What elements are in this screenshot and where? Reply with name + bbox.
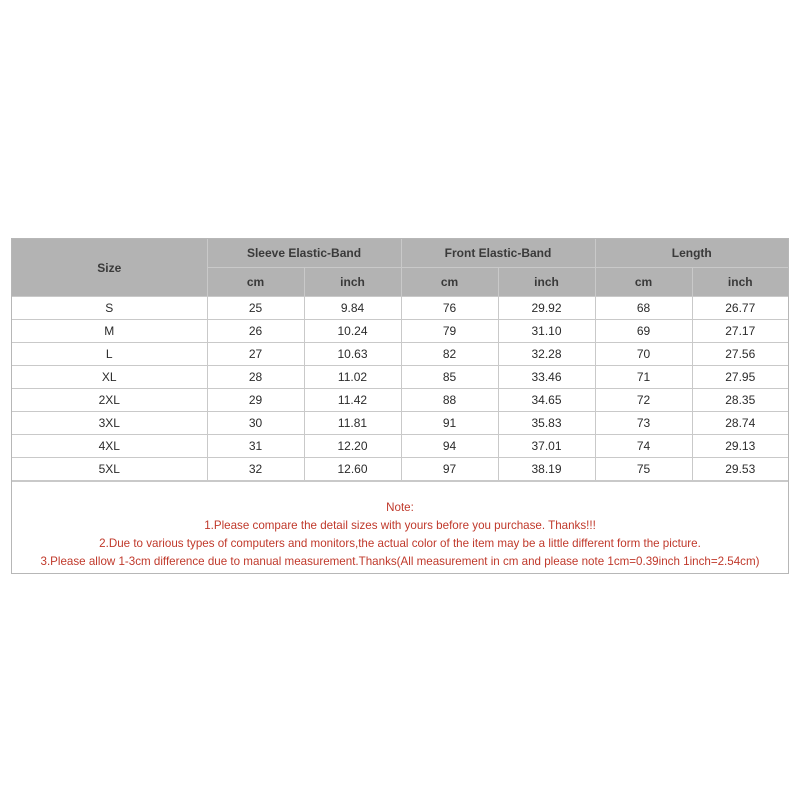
note-line-3: 3.Please allow 1-3cm difference due to manual measurement.Thanks(All measurement in cm and please note 1cm=0.39inch 1inch=2.54cm) xyxy=(40,555,760,568)
sleeve-cm-cell: 26 xyxy=(207,320,304,343)
size-table xyxy=(12,239,788,481)
length-group-header: Length xyxy=(595,239,788,268)
length-inch-cell: 28.35 xyxy=(692,389,788,412)
length-inch-cell: 27.95 xyxy=(692,366,788,389)
sleeve-group-header: Sleeve Elastic-Band xyxy=(207,239,401,268)
sleeve-inch-cell: 10.63 xyxy=(304,343,401,366)
notes-section xyxy=(12,481,788,573)
table-row xyxy=(12,343,788,366)
sleeve-cm-cell: 31 xyxy=(207,435,304,458)
length-inch-header: inch xyxy=(692,268,788,297)
size-column-header: Size xyxy=(12,239,207,297)
size-cell: L xyxy=(12,343,207,366)
front-inch-cell: 34.65 xyxy=(498,389,595,412)
front-cm-cell: 82 xyxy=(401,343,498,366)
sleeve-inch-cell: 11.02 xyxy=(304,366,401,389)
sleeve-cm-cell: 29 xyxy=(207,389,304,412)
size-chart xyxy=(11,238,789,574)
sleeve-inch-cell: 12.20 xyxy=(304,435,401,458)
note-title: Note: xyxy=(386,501,414,514)
front-cm-cell: 88 xyxy=(401,389,498,412)
front-cm-cell: 97 xyxy=(401,458,498,481)
sleeve-inch-cell: 10.24 xyxy=(304,320,401,343)
sleeve-inch-cell: 9.84 xyxy=(304,297,401,320)
table-row xyxy=(12,435,788,458)
front-inch-cell: 38.19 xyxy=(498,458,595,481)
length-inch-cell: 29.53 xyxy=(692,458,788,481)
front-inch-cell: 29.92 xyxy=(498,297,595,320)
table-body xyxy=(12,297,788,481)
note-line-2: 2.Due to various types of computers and monitors,the actual color of the item may be a little different form the picture. xyxy=(99,537,701,550)
sleeve-cm-header: cm xyxy=(207,268,304,297)
note-line-1: 1.Please compare the detail sizes with yours before you purchase. Thanks!!! xyxy=(204,519,596,532)
table-row xyxy=(12,297,788,320)
sleeve-cm-cell: 28 xyxy=(207,366,304,389)
length-cm-cell: 68 xyxy=(595,297,692,320)
length-cm-cell: 72 xyxy=(595,389,692,412)
length-inch-cell: 29.13 xyxy=(692,435,788,458)
length-inch-cell: 27.17 xyxy=(692,320,788,343)
front-cm-cell: 79 xyxy=(401,320,498,343)
length-cm-cell: 70 xyxy=(595,343,692,366)
sleeve-inch-header: inch xyxy=(304,268,401,297)
front-cm-cell: 91 xyxy=(401,412,498,435)
table-row xyxy=(12,320,788,343)
front-cm-cell: 94 xyxy=(401,435,498,458)
front-inch-cell: 33.46 xyxy=(498,366,595,389)
table-row xyxy=(12,366,788,389)
length-inch-cell: 28.74 xyxy=(692,412,788,435)
length-cm-header: cm xyxy=(595,268,692,297)
length-inch-cell: 27.56 xyxy=(692,343,788,366)
sleeve-cm-cell: 30 xyxy=(207,412,304,435)
front-cm-cell: 76 xyxy=(401,297,498,320)
size-cell: 5XL xyxy=(12,458,207,481)
sleeve-cm-cell: 32 xyxy=(207,458,304,481)
size-cell: S xyxy=(12,297,207,320)
size-cell: 4XL xyxy=(12,435,207,458)
size-cell: 3XL xyxy=(12,412,207,435)
size-cell: XL xyxy=(12,366,207,389)
front-inch-cell: 37.01 xyxy=(498,435,595,458)
sleeve-cm-cell: 27 xyxy=(207,343,304,366)
front-inch-cell: 31.10 xyxy=(498,320,595,343)
front-cm-header: cm xyxy=(401,268,498,297)
size-cell: M xyxy=(12,320,207,343)
sleeve-inch-cell: 11.42 xyxy=(304,389,401,412)
length-inch-cell: 26.77 xyxy=(692,297,788,320)
length-cm-cell: 71 xyxy=(595,366,692,389)
length-cm-cell: 75 xyxy=(595,458,692,481)
front-cm-cell: 85 xyxy=(401,366,498,389)
table-row xyxy=(12,412,788,435)
length-cm-cell: 69 xyxy=(595,320,692,343)
table-row xyxy=(12,389,788,412)
size-cell: 2XL xyxy=(12,389,207,412)
front-inch-header: inch xyxy=(498,268,595,297)
table-header xyxy=(12,239,788,297)
table-row xyxy=(12,458,788,481)
front-inch-cell: 35.83 xyxy=(498,412,595,435)
sleeve-inch-cell: 12.60 xyxy=(304,458,401,481)
length-cm-cell: 74 xyxy=(595,435,692,458)
front-group-header: Front Elastic-Band xyxy=(401,239,595,268)
front-inch-cell: 32.28 xyxy=(498,343,595,366)
length-cm-cell: 73 xyxy=(595,412,692,435)
sleeve-inch-cell: 11.81 xyxy=(304,412,401,435)
sleeve-cm-cell: 25 xyxy=(207,297,304,320)
